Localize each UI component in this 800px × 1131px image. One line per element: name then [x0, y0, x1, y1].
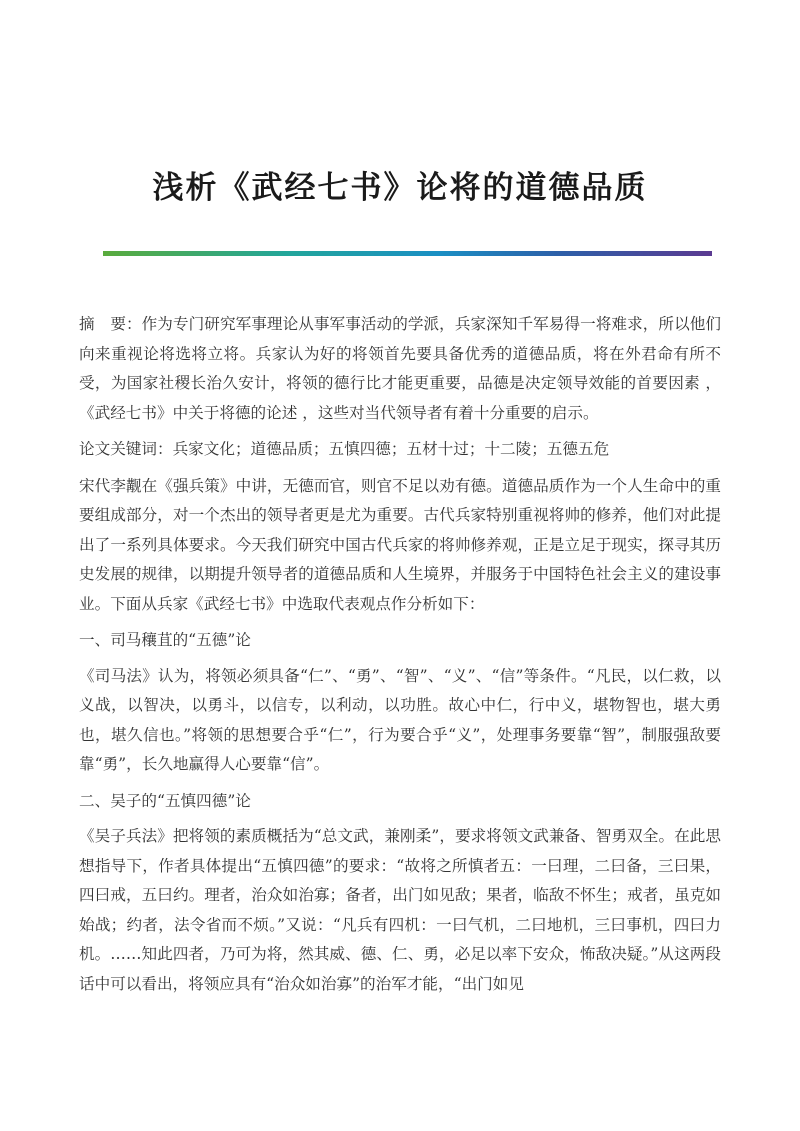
section-heading-1: 一、司马穰苴的“五德”论 — [79, 631, 251, 649]
keywords-line: 论文关键词：兵家文化；道德品质；五慎四德；五材十过；十二陵；五德五危 — [79, 440, 610, 458]
section-heading-2: 二、吴子的“五慎四德”论 — [79, 791, 251, 810]
abstract-paragraph: 摘 要：作为专门研究军事理论从事军事活动的学派，兵家深知千军易得一将难求，所以他们向来重视论将选将立将。兵家认为好的将领首先要具备优秀的道德品质，将在外君命有所不受，为国家社稷长治久安计，将领的德行比才能更重要，品德是决定领导效能的首要因素 ，《武经七书》中关于将德的论述 ，这些对当代领导者有着十分重要的启示。 — [79, 315, 721, 422]
section-paragraph-1: 《司马法》认为，将领必须具备“仁”、“勇”、“智”、“义”、“信”等条件。“凡民，以仁救，以义战，以智决，以勇斗，以信专，以利动，以功胜。故心中仁，行中义，堪物智也，堪大勇也，堪久信也。”将领的思想要合乎“仁”，行为要合乎“义”，处理事务要靠“智”，制服强敌要靠“勇”，长久地赢得人心要靠“信”。 — [79, 666, 721, 773]
intro-paragraph: 宋代李觏在《强兵策》中讲，无德而官，则官不足以劝有德。道德品质作为一个人生命中的重要组成部分，对一个杰出的领导者更是尤为重要。古代兵家特别重视将帅的修养，他们对此提出了一系列具体要求。今天我们研究中国古代兵家的将帅修养观，正是立足于现实，探寻其历史发展的规律，以期提升领导者的道德品质和人生境界，并服务于中国特色社会主义的建设事业。下面从兵家《武经七书》中选取代表观点作分析如下： — [79, 476, 721, 613]
document-body — [79, 310, 721, 1006]
page-title: 浅析《武经七书》论将的道德品质 — [152, 170, 648, 206]
title-divider — [103, 251, 712, 256]
section-paragraph-2: 《吴子兵法》把将领的素质概括为“总文武，兼刚柔”，要求将领文武兼备、智勇双全。在此思想指导下，作者具体提出“五慎四德”的要求：“故将之所慎者五：一曰理，二曰备，三曰果，四曰戒，五曰约。理者，治众如治寡；备者，出门如见敌；果者，临敌不怀生；戒者，虽克如始战；约者，法令省而不烦。”又说：“凡兵有四机：一曰气机，二曰地机，三曰事机，四曰力机。……知此四者，乃可为将，然其威、德、仁、勇，必足以率下安众，怖敌决疑。”从这两段话中可以看出，将领应具有“治众如治寡”的治军才能，“出门如见 — [79, 827, 721, 993]
